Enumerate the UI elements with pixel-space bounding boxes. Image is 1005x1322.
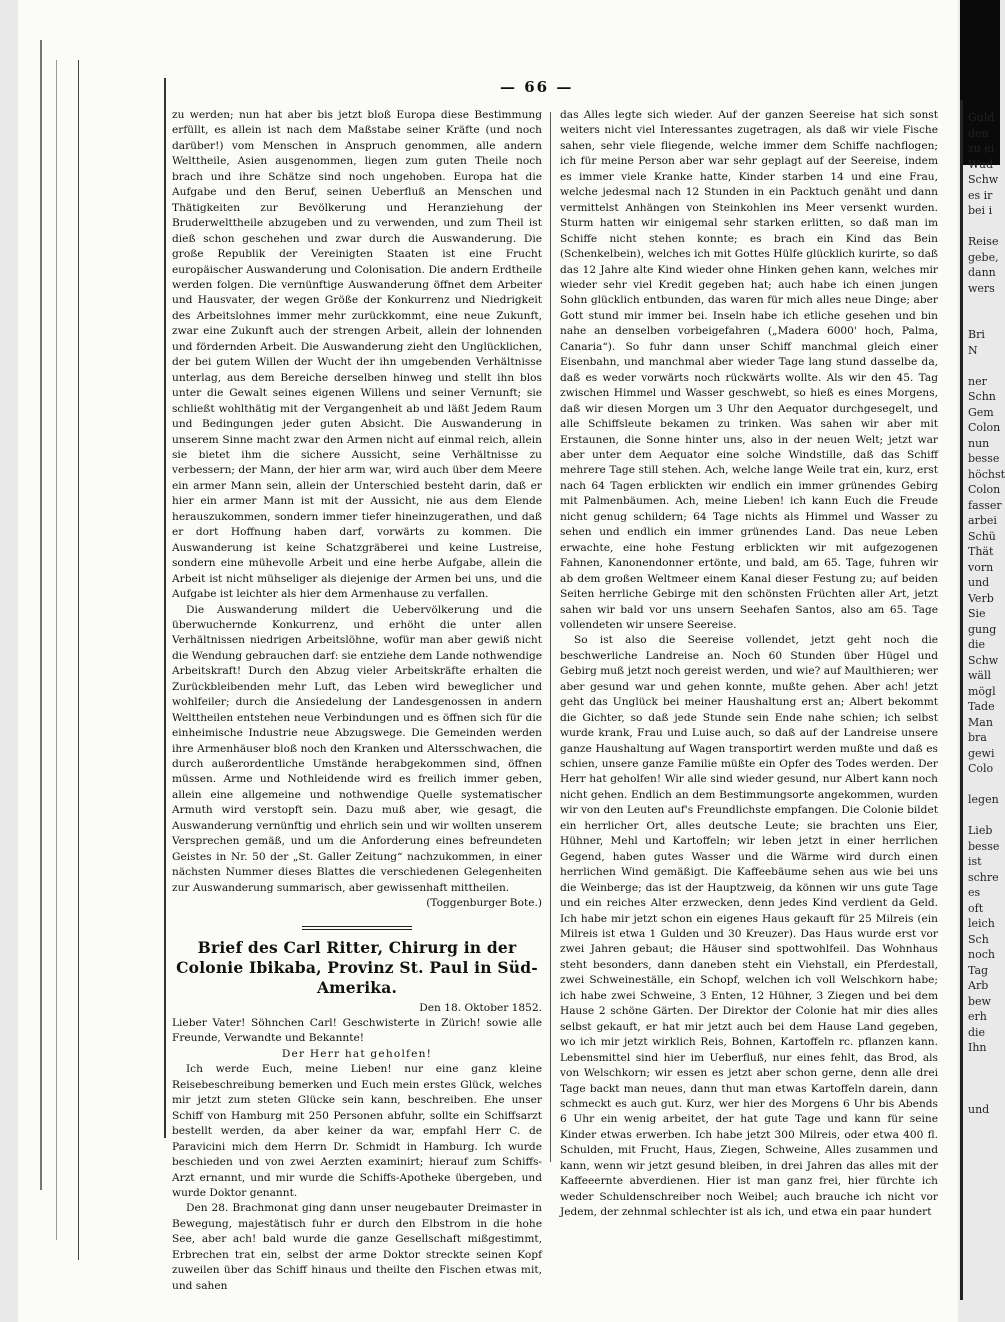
edge-fragment: mögl — [968, 684, 996, 698]
edge-fragment: bew — [968, 994, 991, 1008]
edge-fragment — [968, 777, 1000, 793]
edge-fragment — [968, 1071, 1000, 1087]
article-paragraph: Ich werde Euch, meine Lieben! nur eine ganz kleine Reisebeschreibung bemerken und Euch mein erstes Glück, welches mir jetzt zum steten Glücke sein kann, beschreiben. Ehe unser Schiff von Hamburg mit 250 Personen abfuhr, sollte ein Schiffsarzt bestellt werden, da aber keiner da war, empfahl Herr C. de Paravicini mich dem Herrn Dr. Schmidt in Hamburg. Ich wurde beschieden und von zwei Aerzten examinirt; hierauf zum Schiffs-Arzt ernannt, und mir wurde die Schiffs-Apotheke übergeben, und wurde Doktor genannt. — [172, 1063, 542, 1199]
edge-fragment: zu ei — [968, 142, 995, 155]
edge-fragment — [968, 358, 1000, 374]
edge-fragment: fasser — [968, 498, 1002, 512]
edge-fragment: gung — [968, 622, 997, 636]
edge-fragment: Colon — [968, 421, 1001, 434]
edge-fragment: N — [968, 343, 978, 357]
edge-fragment: es — [968, 886, 981, 899]
edge-fragment: wäll — [968, 669, 992, 682]
edge-fragment: den — [968, 126, 989, 140]
gutter-shadow — [56, 60, 57, 1240]
edge-fragment: Tag — [968, 963, 989, 977]
edge-fragment: höchst — [968, 467, 1005, 481]
article-source: (Toggenburger Bote.) — [426, 897, 542, 910]
next-page-edge — [960, 100, 963, 1300]
edge-fragment: Guld — [968, 111, 995, 124]
letter-dateline: Den 18. Oktober 1852. — [419, 1001, 542, 1014]
edge-fragment: oft — [968, 901, 984, 915]
article-paragraph: So ist also die Seereise vollendet, jetzt geht noch die beschwerliche Landreise an. Noch 60 Stunden über Hügel und Gebirg muß jetzt noch gereist werden, und wie? auf Maulthieren; wer aber gesund war und gehen konnte, mußte gehen. Aber ach! jetzt geht das Unglück bei meiner Haushaltung erst an; Albert bekommt die Gichter, so daß jede Stunde sein Ende nahe schien; ich selbst wurde krank, Frau und Luise auch, so daß auf der Landreise unsere ganze Haushaltung auf Wagen transportirt werden mußte und daß es schien, unsere ganze Familie müßte ein Opfer des Todes werden. Der Herr hat geholfen! Wir alle sind wieder gesund, nur Albert kann noch nicht gehen. Endlich an dem Bestimmungsorte angekommen, wurden wir von den Leuten auf's Freundlichste empfangen. Die Colonie bildet ein herrlicher Ort, alles deutsche Leute; sie brachten uns Eier, Hühner, Mehl und Kartoffeln; wir leben jetzt in einer herrlichen Gegend, haben gutes Wasser und die Wärme wird durch einen herrlichen Wind gemäßigt. Die Kaffeebäume sehen aus wie bei uns die Weinberge; das ist der Hauptzweig, da können wir uns gute Tage und ein reiches Alter erzwecken, denn jedes Kind verdient da Geld. Ich habe mir jetzt schon ein eigenes Haus gekauft für 25 Milreis (ein Milreis ist etwa 1 Gulden und 30 Kreuzer). Das Haus wurde erst vor zwei Jahren gebaut; die Häuser sind spottwohlfeil. Das Wohnhaus steht besonders, dann daneben steht ein Viehstall, ein Pferdestall, zwei Schweineställe, ein Schopf, welchen ich voll Welschkorn habe; ich habe zwei Schweine, 3 Enten, 12 Hühner, 3 Ziegen und bei dem Hause 2 schöne Gärten. Der Direktor der Colonie hat mir dies alles selbst gekauft, er hat mir jetzt auch bei dem Hause Land gegeben, wo ich mir jetzt wirklich Reis, Bohnen, Kartoffeln rc. pflanzen kann. Lebensmittel sind hier im Ueberfluß, nur eines fehlt, das Brod, als von Welschkorn; wir essen es jetzt aber schon gerne, denn alle drei Tage backt man neues, dann thut man etwas Kartoffeln darein, dann schmeckt es auch gut. Kurz, wer hier des Morgens 6 Uhr bis Abends 6 Uhr ein wenig arbeitet, der hat gute Tage und kann für seine Kinder etwas erwerben. Ich habe jetzt 300 Milreis, oder etwa 400 fl. Schulden, mit Frucht, Haus, Ziegen, Schweine, Alles zusammen und kann, wenn wir jetzt gesund bleiben, in drei Jahren das alles mit der Kaffeeernte abverdienen. Hier ist man ganz frei, hier fürchte ich weder Schuldenschreiber noch Weibel; auch brauche ich nicht vor Jedem, der zehnmal schlechter ist als ich, und etwa ein paar hundert — [560, 634, 938, 1219]
article-paragraph: zu werden; nun hat aber bis jetzt bloß Europa diese Bestimmung erfüllt, es allein ist nach dem Maßstabe seiner Kräfte (und noch darüber!) vom Menschen in Anspruch genommen, alle andern Welttheile, Asien ausgenommen, liegen zum guten Theile noch brach und ihre Schätze sind noch ungehoben. Europa hat die Aufgabe und den Beruf, seinen Ueberfluß an Menschen und Thätigkeiten zur Bevölkerung und Heranziehung der Bruderwelttheile abzugeben und zu verwenden, und zum Theil ist dieß schon geschehen und zwar durch die Auswanderung. Die große Republik der Vereinigten Staaten ist eine Frucht europäischer Auswanderung und Colonisation. Die andern Erdtheile werden folgen. Die vernünftige Auswanderung öffnet dem Arbeiter und Hausvater, der wegen Größe der Konkurrenz und Niedrigkeit des Arbeitslohnes immer mehr zurückkommt, eine neue Zukunft, zwar eine Zukunft auch der strengen Arbeit, allein der lohnenden und fördernden Arbeit. Die Auswanderung zieht den Unglücklichen, der bei gutem Willen der Wucht der ihn umgebenden Verhältnisse unterlag, aus dem Bereiche derselben hinweg und stellt ihn blos unter die Gewalt seines eigenen Willens und seiner Vernunft; sie schließt wohlthätig mit der Vergangenheit ab und läßt Jedem Raum und Bedingungen jeder guten Absicht. Die Auswanderung in unserem Sinne macht zwar den Armen nicht auf einmal reich, allein sie bietet ihm die sichere Aussicht, seine Verhältnisse zu verbessern; der Mann, der hier arm war, wird auch über dem Meere ein armer Mann sein, allein der Unterschied besteht darin, daß er hier ein armer Mann ist mit der Aussicht, nie aus dem Elende herauszukommen, sondern immer tiefer hineinzugerathen, und daß er dort Hoffnung haben darf, vorwärts zu kommen. Die Auswanderung ist keine Schatzgräberei und keine Lustreise, sondern eine mühevolle Arbeit und eine herbe Aufgabe, allein die Arbeit ist nicht mühseliger als diejenige der Armen bei uns, und die Aufgabe ist leichter als hier dem Armenhause zu verfallen. — [172, 109, 542, 601]
edge-fragment: und — [968, 576, 990, 589]
edge-fragment: schre — [968, 870, 999, 884]
edge-fragment: Gem — [968, 405, 994, 419]
edge-fragment — [968, 296, 1000, 312]
page-number: — 66 — — [500, 78, 574, 96]
edge-fragment: die — [968, 1025, 986, 1039]
edge-fragment: Thät — [968, 545, 994, 558]
edge-fragment: ist — [968, 855, 982, 868]
edge-fragment: Schü — [968, 529, 996, 543]
edge-fragment: noch — [968, 948, 995, 961]
gutter-shadow — [40, 40, 42, 1190]
edge-fragment: Ihn — [968, 1041, 987, 1054]
letter-headline: Brief des Carl Ritter, Chirurg in der Colonie Ibikaba, Provinz St. Paul in Süd-Amerika. — [176, 937, 538, 997]
edge-fragment: Colo — [968, 762, 994, 775]
edge-fragment: Schn — [968, 390, 996, 403]
edge-fragment: legen — [968, 793, 999, 806]
edge-fragment: Colon — [968, 483, 1001, 496]
edge-fragment: Sch — [968, 932, 989, 946]
edge-fragment: und — [968, 1103, 990, 1116]
edge-fragment: Sie — [968, 607, 986, 620]
edge-fragment — [968, 808, 1000, 824]
letter-motto: Der Herr hat geholfen! — [281, 1047, 433, 1060]
edge-fragment — [968, 219, 1000, 235]
edge-fragment: Arb — [968, 979, 989, 992]
edge-fragment: erh — [968, 1010, 987, 1023]
edge-fragment — [968, 312, 1000, 328]
edge-fragment: es ir — [968, 188, 993, 202]
article-paragraph: Die Auswanderung mildert die Uebervölkerung und die überwuchernde Konkurrenz, und erhöht die unter allen Verhältnissen niedrigen Arbeitslöhne, wofür man aber gewiß nicht die Wendung gebrauchen darf: sie entziehe dem Lande nothwendige Arbeitskraft! Durch den Abzug vieler Arbeitskräfte erhalten die Zurückbleibenden mehr Luft, das Leben wird beweglicher und wohlfeiler; durch die Ansiedelung der Landesgenossen in andern Welttheilen entstehen neue Verbindungen und es öffnen sich für die einheimische Industrie neue Abzugswege. Die Gemeinden werden ihre Armenhäuser bloß noch den Kranken und Altersschwachen, die durch außerordentliche Umstände herabgekommen sind, öffnen müssen. Arme und Nothleidende wird es freilich immer geben, allein eine allgemeine und nothwendige Quelle systematischer Armuth wird verstopft sein. Dazu muß aber, wie gesagt, die Auswanderung vernünftig und ehrlich sein und wir wollten unserem Versprechen gemäß, und um die Anforderung eines befreundeten Geistes in Nr. 50 der „St. Galler Zeitung“ nachzukommen, in einer nächsten Nummer dieses Blattes die verschiedenen Gelegenheiten zur Auswanderung summarisch, aber gewissenhaft mittheilen. — [172, 603, 542, 894]
edge-fragment: besse — [968, 452, 1000, 465]
edge-fragment: arbei — [968, 514, 997, 527]
next-page-fragments — [968, 110, 1005, 1118]
letter-salutation: Lieber Vater! Söhnchen Carl! Geschwisterte in Zürich! sowie alle Freunde, Verwandte und Bekannte! — [172, 1017, 542, 1045]
edge-fragment: bra — [968, 731, 987, 744]
edge-fragment: bei i — [968, 204, 993, 217]
edge-fragment: wers — [968, 281, 995, 295]
edge-fragment: vorn — [968, 560, 994, 574]
article-paragraph: Den 28. Brachmonat ging dann unser neugebauter Dreimaster in Bewegung, majestätisch fuhr er durch den Elbstrom in die hohe See, aber ach! bald wurde die ganze Gesellschaft mißgestimmt, Erbrechen trat ein, selbst der arme Doktor streckte seinen Kopf zuweilen über das Schiff hinaus und theilte den Fischen etwas mit, und sahen — [172, 1202, 542, 1292]
edge-fragment: gewi — [968, 746, 995, 760]
edge-fragment: Bri — [968, 328, 985, 341]
section-rule — [302, 926, 412, 930]
edge-fragment: Lieb — [968, 824, 993, 837]
edge-fragment: Man — [968, 715, 993, 729]
edge-fragment: dann — [968, 266, 996, 279]
edge-fragment: besse — [968, 839, 1000, 853]
gutter-shadow — [78, 60, 79, 1260]
edge-fragment: Verb — [968, 591, 994, 605]
left-column — [172, 108, 542, 1294]
edge-fragment: Schw — [968, 173, 999, 186]
right-column — [560, 108, 938, 1221]
edge-fragment — [968, 1087, 1000, 1103]
edge-fragment: Wud — [968, 157, 993, 171]
edge-fragment — [968, 1056, 1000, 1072]
column-divider — [550, 112, 551, 1162]
article-paragraph: das Alles legte sich wieder. Auf der ganzen Seereise hat sich sonst weiters nicht viel Interessantes zugetragen, als daß wir viele Fische sahen, sehr viele fliegende, welche immer dem Schiffe nachflogen; ich für meine Person aber war sehr geplagt auf der Seereise, indem es immer viele Kranke hatte, Kinder starben 14 und eine Frau, welche jedesmal nach 12 Stunden in ein Packtuch genäht und dann vermittelst Anhängen von Steinkohlen ins Meer versenkt wurden. Sturm hatten wir einigemal sehr starken erlitten, so daß man im Schiffe nicht stehen konnte; es brach ein Kind das Bein (Schenkelbein), welches ich mit Gottes Hülfe glücklich kurirte, so daß das 12 Jahre alte Kind wieder ohne Hinken gehen kann, welches mir wieder sehr viel Kredit gegeben hat; auch habe ich einen jungen Sohn glücklich entbunden, das waren für mich alles neue Dinge; aber Gott stund mir immer bei. Inseln habe ich etliche gesehen und bin nahe an denselben vorbeigefahren („Madera 6000' hoch, Palma, Canaria“). So fuhr dann unser Schiff manchmal gleich einer Eisenbahn, und manchmal aber wieder Tage lang stund dasselbe da, daß es weder vorwärts noch rückwärts wollte. Als wir den 45. Tag zwischen Himmel und Wasser geschwebt, so hieß es eines Morgens, daß wir diesen Morgen um 3 Uhr den Aequator durchgesegelt, und alle Schiffsleute bekamen zu trinken. Was sahen wir aber mit Erstaunen, die Sonne hinter uns, also in der neuen Welt; jetzt war aber unter dem Aequator eine solche Windstille, daß das Schiff mehrere Tage still stehen. Ach, welche lange Weile trat ein, kurz, erst nach 64 Tagen erblickten wir endlich ein immer grünendes Gebirg mit Palmenbäumen. Ach, meine Lieben! ich kann Euch die Freude nicht genug schildern; 64 Tage nichts als Himmel und Wasser zu sehen und endlich ein immer grünendes Land. Das neue Leben erwachte, eine hohe Festung erblickten wir mit aufgezogenen Fahnen, Kanonendonner ertönte, und bald, am 65. Tage, fuhren wir ab dem großen Weltmeer einem Kanal dieser Festung zu; auf beiden Seiten herrliche Gebirge mit den schönsten Früchten aller Art, jetzt sahen wir bald vor uns unsern Seehafen Santos, also am 65. Tage vollendeten wir unsere Seereise. — [560, 109, 938, 631]
gutter-shadow — [164, 78, 166, 1138]
edge-fragment: die — [968, 638, 986, 651]
edge-fragment: leich — [968, 917, 995, 930]
edge-fragment: nun — [968, 436, 990, 450]
edge-fragment: Schw — [968, 653, 999, 667]
edge-fragment: Tade — [968, 700, 995, 713]
edge-fragment: Reise — [968, 235, 999, 248]
edge-fragment: ner — [968, 374, 987, 388]
edge-fragment: gebe, — [968, 250, 999, 264]
